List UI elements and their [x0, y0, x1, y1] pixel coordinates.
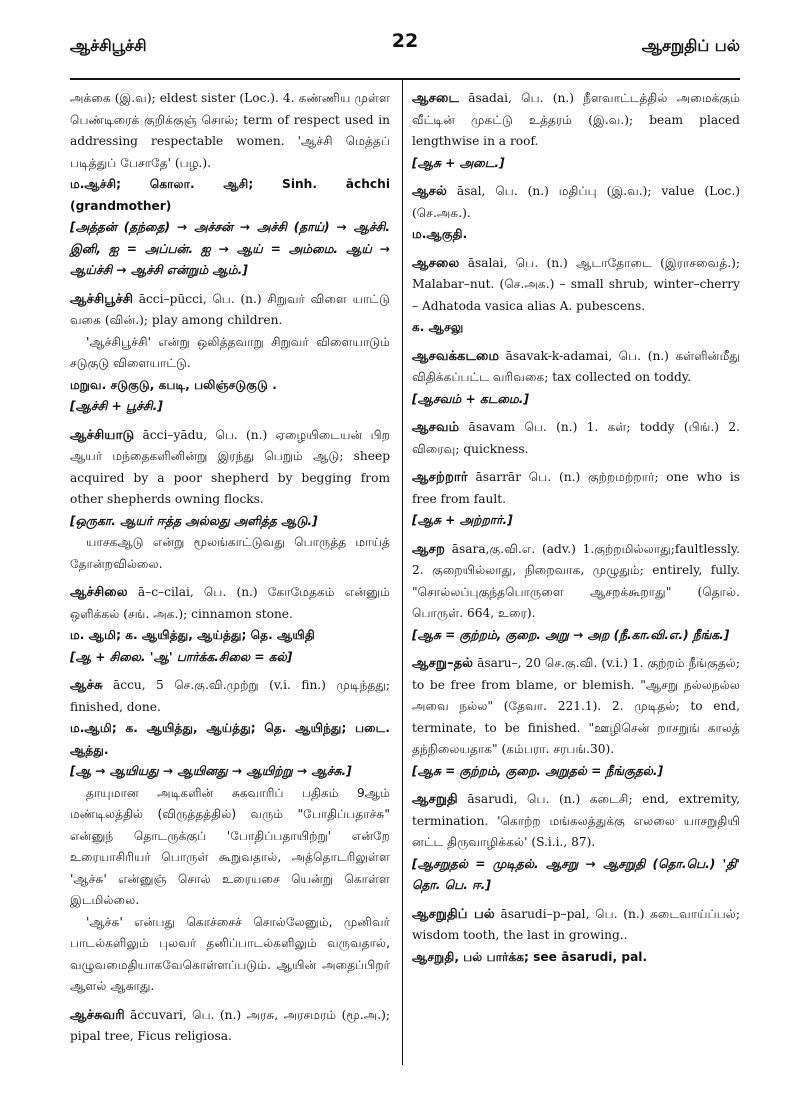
entry-definition: [70, 88, 390, 174]
entry-definition: [412, 417, 740, 460]
dictionary-entry: [412, 417, 740, 460]
dictionary-entry: [70, 675, 390, 998]
etymology-line: [ஆசவம் + கடமை.]: [412, 391, 529, 406]
entry-definition: [412, 181, 740, 224]
etymology-line: [ஆசு = குற்றம், குறை. அறு → அற (நீ.கா.வி.எ.) நீங்க.]: [412, 627, 730, 642]
note-paragraph: 'ஆச்சிபூச்சி' என்று ஒலித்தவாறு சிறுவர் விளையாடும் சடுகுடு விளையாட்டு.: [70, 334, 390, 370]
entry-text: āccu, 5 செ.கு.வி.முற்று (v.i. fin.) முடிந்தது; finished, done.: [70, 678, 391, 714]
entry-headword: ஆசவக்கடமை: [412, 348, 500, 364]
entry-definition: [412, 789, 740, 854]
note-paragraph: 'ஆச்சு' என்பது கொச்சைச் சொல்லேனும், முனிவர் பாடல்களிலும் புலவர் தனிப்பாடல்களிலும் வருவதால், வழுவமைதியாகவேகொள்ளப்படும். ஆயின் அதைப்பிறர் ஆளல் ஆகாது.: [70, 914, 390, 993]
etymology-line: [அத்தன் (தந்தை) → அச்சன் → அச்சி (தாய்) → ஆச்சி. இனி, ஐ = அப்பன். ஐ → ஆய் = அம்மை. ஆய் → ஆய்ச்சி → ஆச்சி என்றும் ஆம்.]: [70, 220, 390, 277]
entry-text: āsarrār பெ. (n.) குற்றமற்றார்; one who is free from fault.: [412, 470, 740, 506]
note-paragraph: யாசகஆடு என்று மூலங்காட்டுவது பொருத்த மாய்த் தோன்றவில்லை.: [70, 535, 390, 571]
dictionary-entry: [70, 582, 390, 668]
dictionary-entry: [412, 181, 740, 246]
entry-text: āsalai, பெ. (n.) ஆடாதோடை (இராசவைத்.); Malabar–nut. (செ.அக.) – small shrub, winter–cherry – Adhatoda vasica alias A. pubescens.: [412, 255, 740, 313]
entry-headword: ஆசறுதிப் பல்: [412, 906, 495, 922]
entry-text: ācci–pūcci, பெ. (n.) சிறுவர் விளை யாட்டு வகை (வின்.); play among children.: [70, 291, 391, 327]
entry-definition: [412, 88, 740, 153]
entry-definition: [412, 539, 740, 625]
cognates-line: ம. ஆமி; க. ஆயித்து, ஆய்த்து; தெ. ஆயிதி: [70, 628, 315, 642]
header-right-guideword: ஆசறுதிப் பல்: [641, 36, 740, 55]
dictionary-entry: [412, 253, 740, 339]
entry-headword: ஆசறுதி: [412, 792, 458, 807]
cognates-line: ம.ஆகுதி.: [412, 227, 468, 241]
left-column: [70, 88, 390, 1055]
entry-definition: [70, 289, 390, 332]
dictionary-entry: [412, 653, 740, 782]
etymology-line: [ஆசறுதல் = முடிதல். ஆசறு → ஆசறுதி (தொ.பெ.) 'தி' தொ. பெ. ஈ.]: [412, 856, 740, 892]
entry-text: āccuvari, பெ. (n.) அரசு, அரசமரம் (மூ.அ.); pipal tree, Ficus religiosa.: [70, 1007, 391, 1043]
entry-headword: ஆசலை: [412, 255, 460, 271]
note-paragraph: தாயுமான அடிகளின் சுகவாரிப் பதிகம் 9ஆம் மண்டிலத்தில் (விருத்தத்தில்) வரும் "போதிப்பதாச்சு" என்னுந் தொடருக்குப் 'போதிப்பதாயிற்று' என்றே உரையாசிரியர் பொருள் கூறுவதால், அத்தொடரிலுள்ள 'ஆச்சு' என்னுஞ் சொல் உரையசை யென்று கொள்ள இடமில்லை.: [70, 785, 390, 907]
header-rule: [70, 78, 740, 80]
entry-headword: ஆசற்றார்: [412, 470, 468, 485]
entry-definition: [70, 1005, 390, 1048]
dictionary-entry: [412, 789, 740, 897]
etymology-line: [ஆ → ஆயியது → ஆயினது → ஆயிற்று → ஆச்சு.]: [70, 764, 352, 778]
dictionary-entry: [70, 289, 390, 418]
entry-definition: [412, 253, 740, 318]
entry-headword: ஆசவம்: [412, 420, 460, 435]
dictionary-entry: [412, 539, 740, 647]
dictionary-entry: [412, 88, 740, 174]
entry-definition: [70, 675, 390, 718]
entry-headword: ஆச்சியாடு: [70, 427, 135, 443]
entry-headword: ஆச்சுவரி: [70, 1007, 125, 1023]
cognates-line: க. ஆசலு: [412, 320, 464, 334]
dictionary-entry: [412, 904, 740, 969]
entry-definition: [412, 467, 740, 510]
entry-definition: [70, 425, 390, 511]
dictionary-entry: [70, 1005, 390, 1048]
right-column: [412, 88, 740, 975]
entry-headword: ஆச்சிலை: [70, 585, 128, 600]
entry-text: ācci–yādu, பெ. (n.) ஏழையிடையன் பிற ஆயர் மந்தைகளினின்று இரந்து பெறும் ஆடு; sheep acquired by a poor shepherd by begging from other shepherds owning flocks.: [70, 427, 390, 506]
dictionary-entry: [70, 425, 390, 576]
entry-headword: ஆசடை: [412, 91, 459, 106]
dictionary-entry: [412, 467, 740, 532]
etymology-line: [ஆசு + அற்றார்.]: [412, 513, 513, 527]
entry-headword: ஆசறு–தல்: [412, 656, 474, 671]
entry-headword: ஆசல்: [412, 184, 447, 199]
entry-definition: [70, 582, 390, 625]
entry-text: ā–c–cilai, பெ. (n.) கோமேதகம் என்னும் ஒளிக்கல் (சங். அக.); cinnamon stone.: [70, 585, 390, 621]
dictionary-entry: [412, 346, 740, 411]
etymology-line: [ஆச்சி + பூச்சி.]: [70, 399, 163, 413]
cognates-line: ம.ஆச்சி; கொலா. ஆசி; Sinh. āchchi (grandmother): [70, 177, 390, 213]
etymology-line: [ஆ + சிலை. 'ஆ' பார்க்க.சிலை = கல்]: [70, 649, 293, 664]
page-header: [70, 30, 740, 64]
entry-definition: [412, 904, 740, 947]
synonyms-line: மறுவ. சடுகுடு, கபடி, பலிஞ்சடுகுடு .: [70, 377, 277, 392]
cognates-line: ஆசறுதி, பல் பார்க்க; see āsarudi, pal.: [412, 949, 648, 964]
cognates-line: ம.ஆமி; க. ஆயித்து, ஆய்த்து; தெ. ஆயிந்து; படை. ஆத்து.: [70, 721, 390, 757]
entry-text: āsal, பெ. (n.) மதிப்பு (இ.வ.); value (Loc.) (செ.அக.).: [412, 184, 741, 220]
etymology-line: [ஆசு = குற்றம், குறை. அறுதல் = நீங்குதல்.]: [412, 763, 664, 778]
entry-text: āsadai, பெ. (n.) நீளவாட்டத்தில் அமைக்கும் வீட்டின் முகட்டு உத்தரம் (இ.வ.); beam placed lengthwise in a roof.: [412, 91, 741, 148]
entry-definition: [412, 653, 740, 761]
entry-text: āsavak-k-adamai, பெ. (n.) கள்ளின்மீது விதிக்கப்பட்ட வரிவகை; tax collected on toddy.: [412, 348, 741, 384]
entry-text: āsarudi, பெ. (n.) கடைசி; end, extremity, termination. 'கொற்ற மங்கலத்துக்கு எலலை யாசறுதியி னட்ட திருவாழிக்கல்' (S.i.i., 87).: [412, 792, 740, 849]
entry-text: āsavam பெ. (n.) 1. கள்; toddy (பிங்.) 2. விரைவு; quickness.: [412, 420, 740, 456]
entry-definition: [412, 346, 740, 389]
etymology-line: [ஒருகா. ஆயர் ஈத்த அல்லது அளித்த ஆடு.]: [70, 513, 318, 528]
page-number: 22: [391, 30, 419, 52]
entry-text: āsarudi–p–pal, பெ. (n.) கடைவாய்ப்பல்; wisdom tooth, the last in growing..: [412, 906, 740, 942]
dictionary-entry: [70, 88, 390, 282]
entry-text: āsara,கு.வி.எ. (adv.) 1.குற்றமில்லாது;faultlessly. 2. குறையில்லாது, நிறைவாக, முழுதும்; entirely, fully. "சொல்லப்புகுந்தபொருளை ஆசறக்கூறாது" (தொல். பொருள். 664, உரை).: [412, 541, 740, 620]
entry-text: āsaru–, 20 செ.கு.வி. (v.i.) 1. குற்றம் நீங்குதல்; to be free from blame, or blemish. "ஆசறு நல்லநல்ல அவை நல்ல" (தேவா. 221.1). 2. முடிதல்; to end, terminate, to be finished. "ஊழிசென் றாசறுங் காலத் தந்நிலையதாக" (கம்பரா. சரபங்.30).: [412, 656, 740, 756]
entry-headword: ஆசற: [412, 541, 445, 557]
column-divider: [402, 80, 403, 1065]
entry-headword: ஆச்சிபூச்சி: [70, 291, 134, 307]
header-left-guideword: ஆச்சிபூச்சி: [70, 36, 147, 55]
etymology-line: [ஆசு + அடை.]: [412, 155, 505, 170]
entry-headword: ஆச்சு: [70, 678, 103, 693]
entry-text: அக்கை (இ.வ); eldest sister (Loc.). 4. கண்ணிய முள்ள பெண்டிரைக் குறிக்குஞ் சொல்; term of respect used in addressing respectable women. 'ஆச்சி மெத்தப் படித்துப் பேசாதே' (பழ.).: [70, 91, 390, 170]
